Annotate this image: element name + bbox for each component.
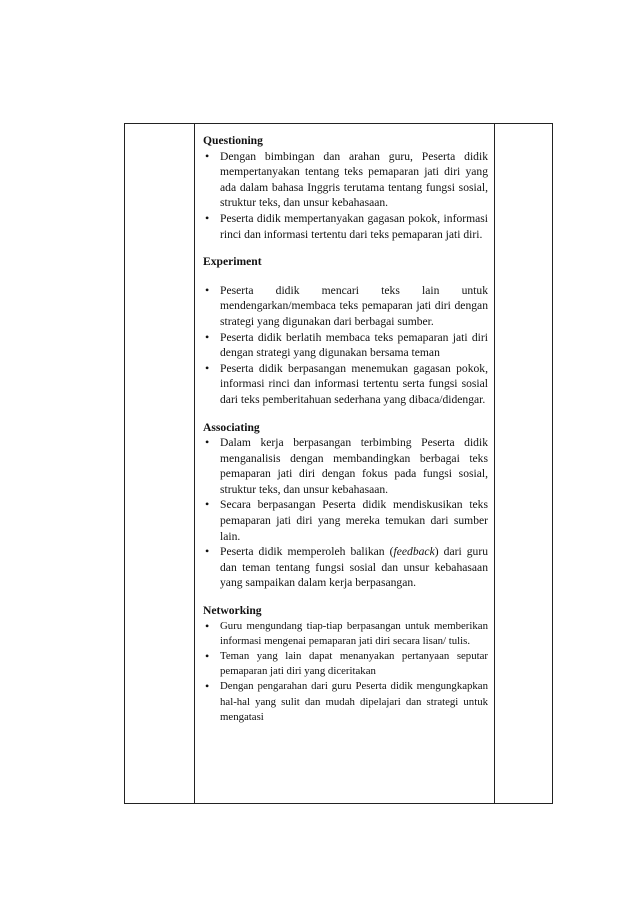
list-item: • Dengan bimbingan dan arahan guru, Peserta didik mempertanyakan tentang teks pemaparan jati diri yang ada dalam bahasa Inggris terutama tentang fungsi sosial, struktur teks, dan unsur kebahasaan. xyxy=(203,149,488,211)
bullet-list xyxy=(203,435,488,591)
list-item: • Peserta didik berlatih membaca teks pemaparan jati diri dengan strategi yang digunakan bersama teman xyxy=(203,330,488,361)
list-item: • Peserta didik mencari teks lain untuk mendengarkan/membaca teks pemaparan jati diri dengan strategi yang digunakan dari berbagai sumber. xyxy=(203,283,488,330)
section-title: Questioning xyxy=(203,134,263,147)
emphasis-text: feedback xyxy=(393,545,435,559)
list-item: • Peserta didik berpasangan menemukan gagasan pokok, informasi rinci dan informasi tertentu serta fungsi sosial dari teks pemberitahuan sederhana yang dibaca/didengar. xyxy=(203,361,488,408)
section-title: Networking xyxy=(203,604,262,618)
section-questioning xyxy=(203,133,488,242)
section-title: Experiment xyxy=(203,255,262,269)
list-item: • Guru mengundang tiap-tiap berpasangan untuk memberikan informasi mengenai pemaparan jati diri secara lisan/ tulis. xyxy=(203,619,488,649)
section-networking xyxy=(203,603,488,725)
list-item: • Peserta didik mempertanyakan gagasan pokok, informasi rinci dan informasi tertentu dari teks pemaparan jati diri. xyxy=(203,211,488,242)
section-experiment xyxy=(203,254,488,407)
column-divider-left xyxy=(194,124,195,803)
list-item: • Secara berpasangan Peserta didik mendiskusikan teks pemaparan jati diri yang mereka temukan dari sumber lain. xyxy=(203,497,488,544)
list-item: • Teman yang lain dapat menanyakan pertanyaan seputar pemaparan jati diri yang diceritakan xyxy=(203,649,488,679)
bullet-list xyxy=(203,283,488,408)
bullet-list xyxy=(203,149,488,243)
bullet-list xyxy=(203,619,488,725)
list-item: • Dalam kerja berpasangan terbimbing Peserta didik menganalisis dengan membandingkan berbagai teks pemaparan jati diri dengan fokus pada fungsi sosial, struktur teks, dan unsur kebahasaan. xyxy=(203,435,488,497)
list-item: • Peserta didik memperoleh balikan (feedback) dari guru dan teman tentang fungsi sosial dan unsur kebahasaan yang sampaikan dalam kerja berpasangan. xyxy=(203,544,488,591)
list-item: • Dengan pengarahan dari guru Peserta didik mengungkapkan hal-hal yang sulit dan mudah dipelajari dan strategi untuk mengatasi xyxy=(203,679,488,725)
column-divider-right xyxy=(494,124,495,803)
table-middle-cell xyxy=(203,133,488,737)
activity-table xyxy=(124,123,553,804)
section-associating xyxy=(203,420,488,592)
section-title: Associating xyxy=(203,420,260,434)
